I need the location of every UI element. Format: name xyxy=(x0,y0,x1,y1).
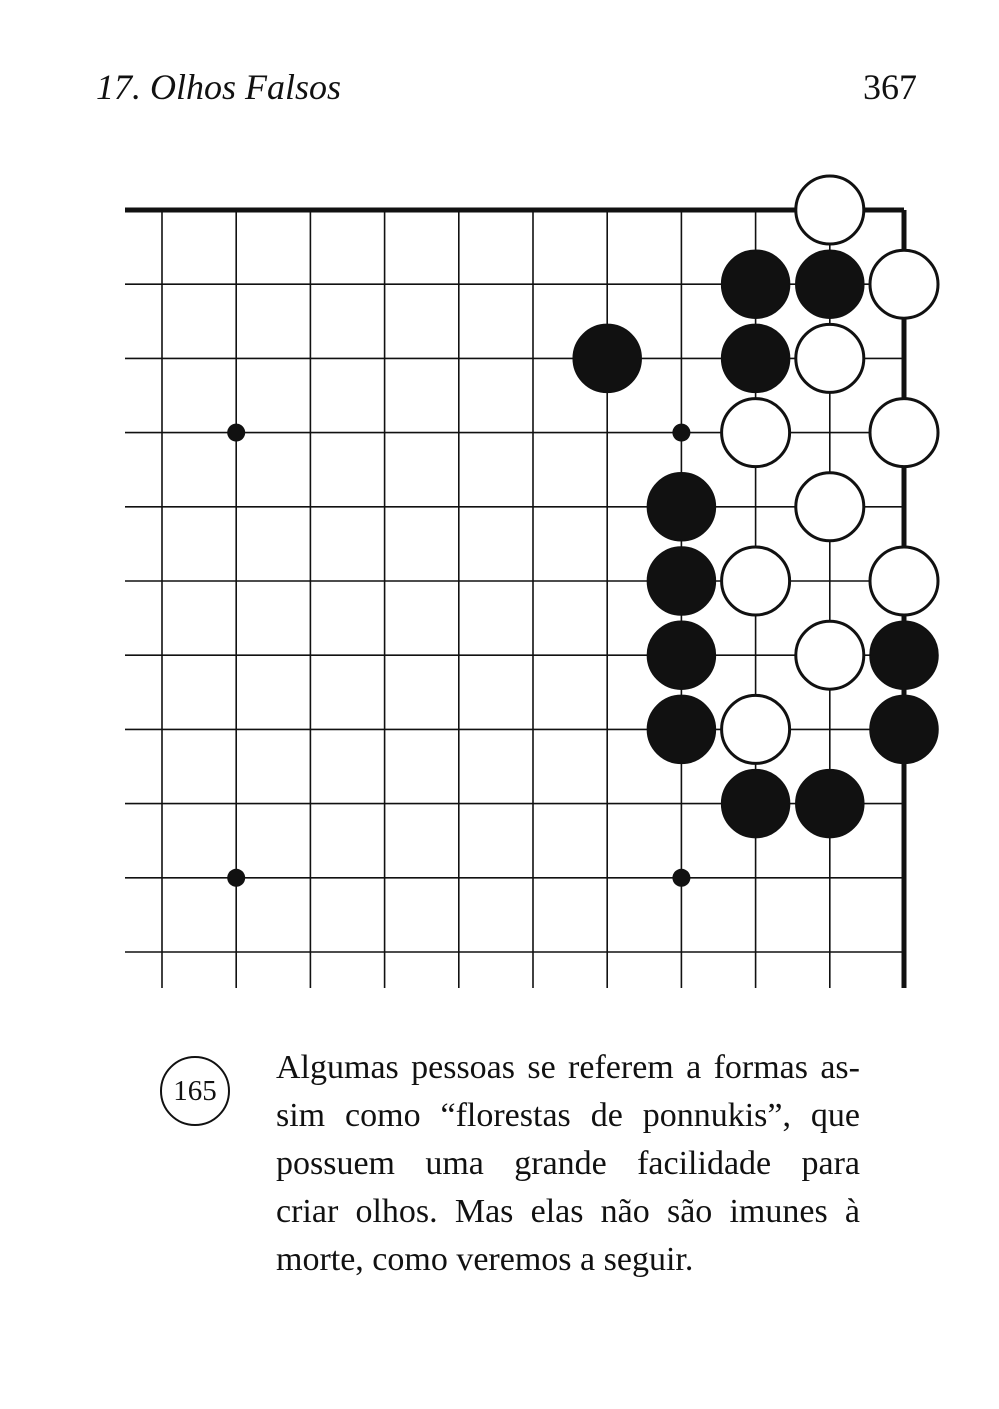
problem-line: sim como “florestas de ponnukis”, que xyxy=(276,1097,860,1134)
white-stone xyxy=(870,250,938,318)
black-stone xyxy=(573,324,641,392)
black-stone xyxy=(647,621,715,689)
problem-line: Algumas pessoas se referem a formas as- xyxy=(276,1049,860,1086)
black-stone xyxy=(647,547,715,615)
black-stone xyxy=(647,695,715,763)
black-stone xyxy=(870,695,938,763)
problem-line: possuem uma grande facilidade para xyxy=(276,1145,860,1182)
page-number: 367 xyxy=(863,67,917,107)
black-stone xyxy=(796,770,864,838)
white-stone xyxy=(870,399,938,467)
white-stone xyxy=(796,473,864,541)
hoshi-point xyxy=(227,869,245,887)
white-stone xyxy=(796,324,864,392)
white-stone xyxy=(722,399,790,467)
white-stone xyxy=(722,695,790,763)
black-stone xyxy=(870,621,938,689)
white-stone xyxy=(796,621,864,689)
black-stone xyxy=(722,770,790,838)
problem-number-badge xyxy=(160,1056,230,1126)
white-stone xyxy=(796,176,864,244)
problem-line: criar olhos. Mas elas não são imunes à xyxy=(276,1193,860,1230)
hoshi-point xyxy=(227,424,245,442)
problem-number: 165 xyxy=(173,1074,217,1107)
white-stone xyxy=(870,547,938,615)
problem-line: morte, como veremos a seguir. xyxy=(276,1241,694,1278)
black-stone xyxy=(722,250,790,318)
black-stone xyxy=(647,473,715,541)
white-stone xyxy=(722,547,790,615)
black-stone xyxy=(796,250,864,318)
chapter-title: 17. Olhos Falsos xyxy=(96,67,342,107)
black-stone xyxy=(722,324,790,392)
hoshi-point xyxy=(672,869,690,887)
hoshi-point xyxy=(672,424,690,442)
problem-description xyxy=(276,1044,860,1284)
